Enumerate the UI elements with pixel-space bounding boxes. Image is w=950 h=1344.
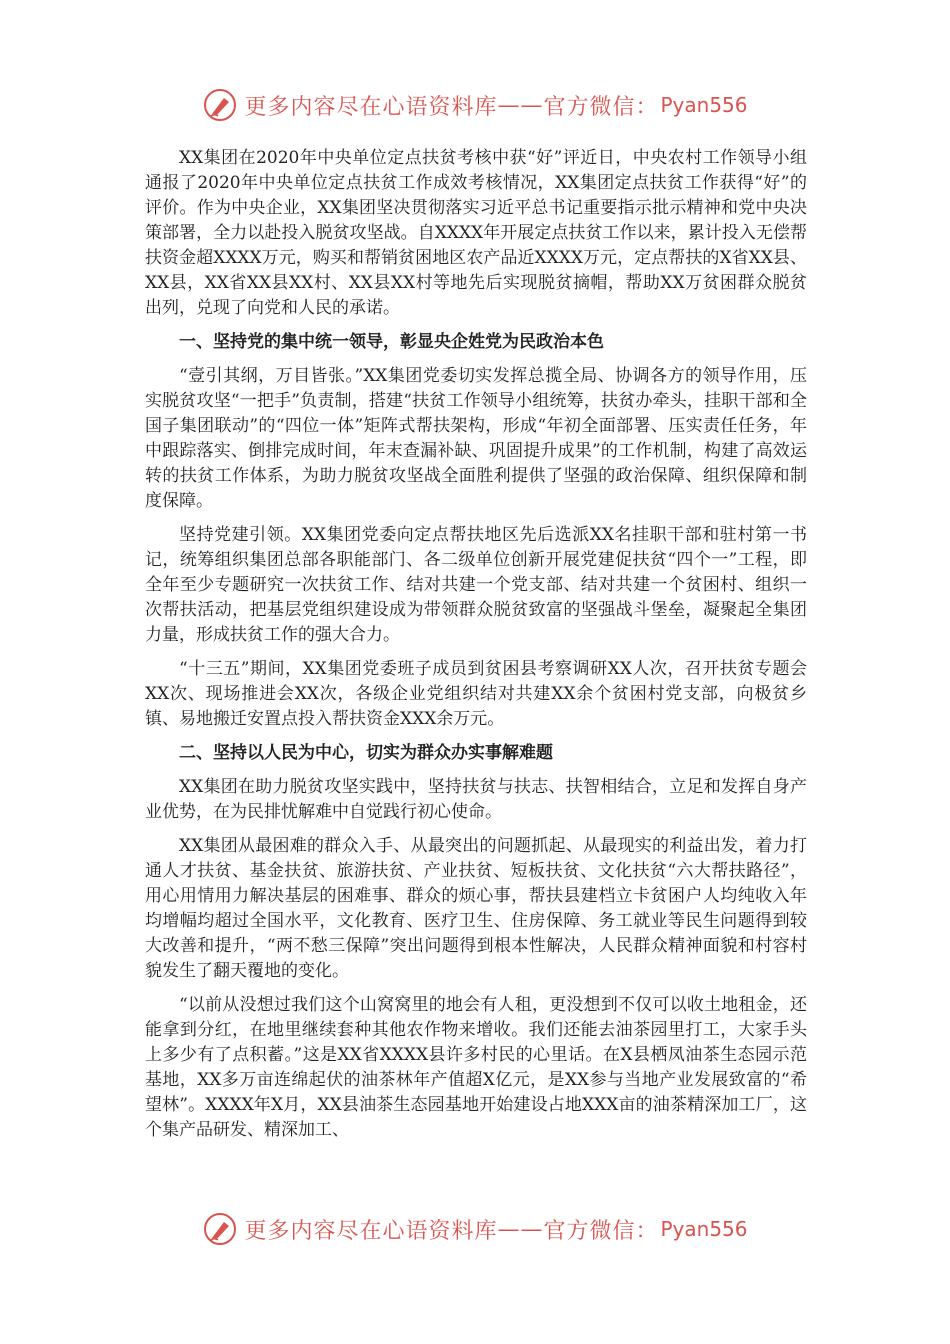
paragraph: XX集团在助力脱贫攻坚实践中，坚持扶贫与扶志、扶智相结合，立足和发挥自身产业优势，在为民排忧解难中自觉践行初心使命。 <box>145 777 807 822</box>
paragraph: “十三五”期间，XX集团党委班子成员到贫困县考察调研XX人次，召开扶贫专题会XX次、现场推进会XX次，各级企业党组织结对共建XX余个贫困村党支部，向极贫乡镇、易地搬迁安置点投入帮扶资金XXX余万元。 <box>145 659 807 729</box>
banner-title: 更多内容尽在心语资料库 <box>244 94 498 120</box>
header-banner <box>0 82 950 128</box>
paragraph: XX集团从最困难的群众入手、从最突出的问题抓起、从最现实的利益出发，着力打通人才扶贫、基金扶贫、旅游扶贫、产业扶贫、短板扶贫、文化扶贫“六大帮扶路径”，用心用情用力解决基层的困难事、群众的烦心事，帮扶县建档立卡贫困户人均纯收入年均增幅均超过全国水平，文化教育、医疗卫生、住房保障、务工就业等民生问题得到较大改善和提升，“两不愁三保障”突出问题得到根本性解决，人民群众精神面貌和村容村貌发生了翻天覆地的变化。 <box>145 836 807 981</box>
banner-wechat-id: Pyan556 <box>660 1217 748 1241</box>
banner-dash: —— <box>497 1216 544 1242</box>
section-heading-1: 一、坚持党的集中统一领导，彰显央企姓党为民政治本色 <box>179 332 604 352</box>
banner-wechat-label: 官方微信： <box>543 1218 659 1244</box>
pen-nib-logo-icon <box>202 87 238 123</box>
paragraph: “以前从没想过我们这个山窝窝里的地会有人租，更没想到不仅可以收土地租金，还能拿到分红，在地里继续套种其他农作物来增收。我们还能去油茶园里打工，大家手头上多少有了点积蓄。”这是XX省XXXX县许多村民的心里话。在X县栖凤油茶生态园示范基地，XX多万亩连绵起伏的油茶林年产值超X亿元，是XX参与当地产业发展致富的“希望林”。XXXX年X月，XX县油茶生态园基地开始建设占地XXX亩的油茶精深加工厂，这个集产品研发、精深加工、 <box>145 995 807 1140</box>
document-body <box>145 146 807 1152</box>
paragraph: “壹引其纲，万目皆张。”XX集团党委切实发挥总揽全局、协调各方的领导作用，压实脱贫攻坚“一把手”负责制，搭建“扶贫工作领导小组统筹，扶贫办牵头，挂职干部和全国子集团联动”的“四位一体”矩阵式帮扶架构，形成“年初全面部署、压实责任任务，年中跟踪落实、倒排完成时间，年末查漏补缺、巩固提升成果”的工作机制，构建了高效运转的扶贫工作体系，为助力脱贫攻坚战全面胜利提供了坚强的政治保障、组织保障和制度保障。 <box>145 366 807 511</box>
section-heading-2: 二、坚持以人民为中心，切实为群众办实事解难题 <box>179 743 553 763</box>
footer-banner <box>0 1206 950 1252</box>
paragraph: 坚持党建引领。XX集团党委向定点帮扶地区先后选派XX名挂职干部和驻村第一书记，统筹组织集团总部各职能部门、各二级单位创新开展党建促扶贫“四个一”工程，即全年至少专题研究一次扶贫工作、结对共建一个党支部、结对共建一个贫困村、组织一次帮扶活动，把基层党组织建设成为带领群众脱贫致富的坚强战斗堡垒，凝聚起全集团力量，形成扶贫工作的强大合力。 <box>145 525 807 645</box>
banner-title: 更多内容尽在心语资料库 <box>244 1218 498 1244</box>
pen-nib-logo-icon <box>202 1211 238 1247</box>
banner-dash: —— <box>497 92 544 118</box>
banner-wechat-id: Pyan556 <box>660 93 748 117</box>
paragraph-intro: XX集团在2020年中央单位定点扶贫考核中获“好”评近日，中央农村工作领导小组通报了2020年中央单位定点扶贫工作成效考核情况，XX集团定点扶贫工作获得“好”的评价。作为中央企业，XX集团坚决贯彻落实习近平总书记重要指示批示精神和党中央决策部署，全力以赴投入脱贫攻坚战。自XXXX年开展定点扶贫工作以来，累计投入无偿帮扶资金超XXXX万元，购买和帮销贫困地区农产品近XXXX万元，定点帮扶的X省XX县、XX县，XX省XX县XX村、XX县XX村等地先后实现脱贫摘帽，帮助XX万贫困群众脱贫出列，兑现了向党和人民的承诺。 <box>145 148 807 318</box>
banner-wechat-label: 官方微信： <box>543 94 659 120</box>
